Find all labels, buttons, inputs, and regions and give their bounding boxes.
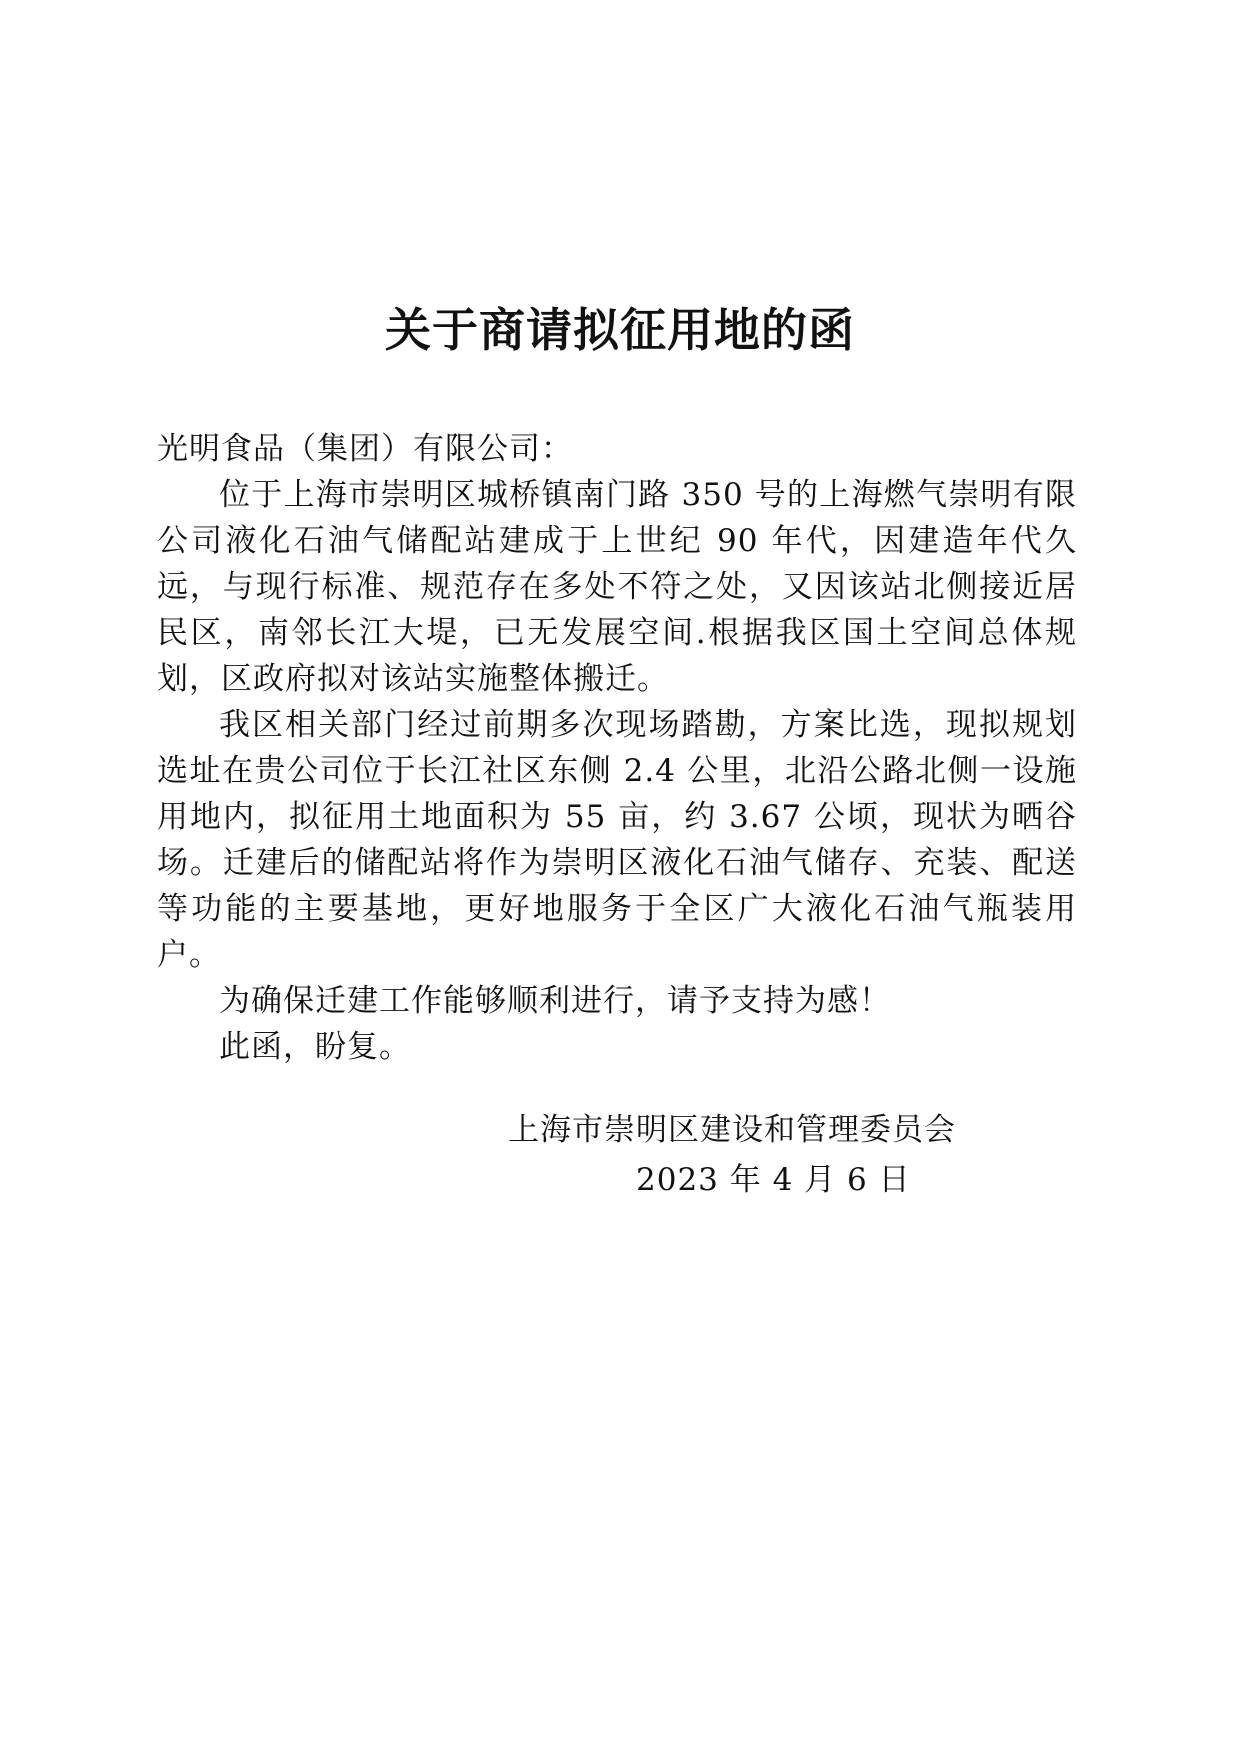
signature-organization: 上海市崇明区建设和管理委员会: [508, 1112, 956, 1148]
paragraph: 此函，盼复。: [219, 1029, 411, 1065]
signature-date: 2023 年 4 月 6 日: [636, 1162, 911, 1198]
paragraph: 我区相关部门经过前期多次现场踏勘，方案比选，现拟规划选址在贵公司位于长江社区东侧 2.4 公里，北沿公路北侧一设施用地内，拟征用土地面积为 55 亩，约 3.67 公顷，现状为晒谷场。迁建后的储配站将作为崇明区液化石油气储存、充装、配送等功能的主要基地，更好地服务于全区广大液化石油气瓶装用户。: [157, 707, 1077, 973]
letter-body: [157, 426, 1077, 1070]
paragraph: 为确保迁建工作能够顺利进行，请予支持为感！: [219, 983, 891, 1019]
letter-title: 关于商请拟征用地的函: [385, 303, 855, 357]
salutation: 光明食品（集团）有限公司：: [157, 431, 573, 467]
paragraph: 位于上海市崇明区城桥镇南门路 350 号的上海燃气崇明有限公司液化石油气储配站建成于上世纪 90 年代，因建造年代久远，与现行标准、规范存在多处不符之处，又因该站北侧接近居民区，南邻长江大堤，已无发展空间.根据我区国土空间总体规划，区政府拟对该站实施整体搬迁。: [157, 477, 1077, 697]
signature-block: [500, 1105, 980, 1205]
